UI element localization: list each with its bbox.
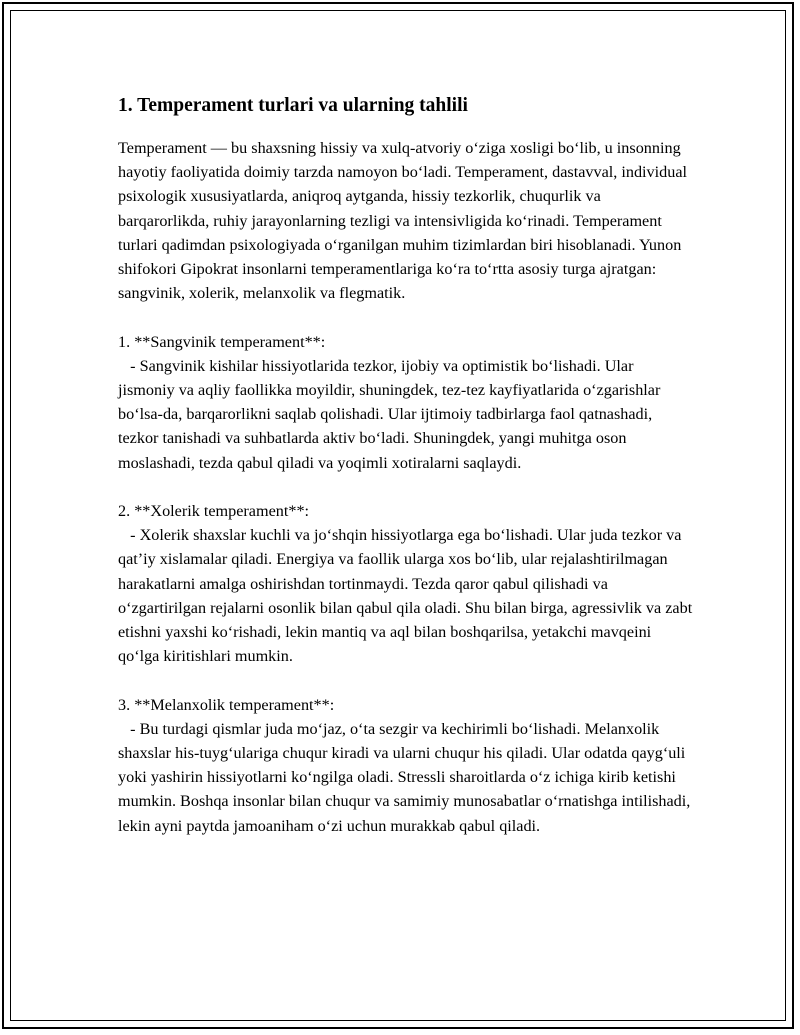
paragraph-gap [118,475,694,499]
section-body-xolerik: - Xolerik shaxslar kuchli va jo‘shqin hissiyotlarga ega bo‘lishadi. Ular juda tezkor va qat’iy xislamalar qiladi. Energiya va faollik ularga xos bo‘lib, ular rejalashtirilmagan harakatlarni amalga oshirishdan tortinmaydi. Tezda qaror qabul qilishadi va o‘zgartirilgan rejalarni osonlik bilan qabul qila oladi. Shu bilan birga, agressivlik va zabt etishni yaxshi ko‘rishadi, lekin mantiq va aql bilan boshqarilsa, yetakchi mavqeini qo‘lga kiritishlari mumkin. [118,526,697,666]
section-body-melanxolik: - Bu turdagi qismlar juda mo‘jaz, o‘ta sezgir va kechirimli bo‘lishadi. Melanxolik shaxslar his-tuyg‘ulariga chuqur kiradi va ularni chuqur his qiladi. Ular odatda qayg‘uli yoki yashirin hissiyotlarni ko‘ngilga oladi. Stressli sharoitlarda o‘z ichiga kirib ketishi mumkin. Boshqa insonlar bilan chuqur va samimiy munosabatlar o‘rnatishga intilishadi, lekin ayni paytda jamoaniham o‘zi uchun murakkab qabul qiladi. [118,719,695,835]
section-body-sangvinik: - Sangvinik kishilar hissiyotlarida tezkor, ijobiy va optimistik bo‘lishadi. Ular jismoniy va aqliy faollikka moyildir, shuningdek, tez-tez kayfiyatlarida o‘zgarishlar bo‘lsa-da, barqarorlikni saqlab qolishadi. Ular ijtimoiy tadbirlarga faol qatnashadi, tezkor tanishadi va suhbatlarda aktiv bo‘ladi. Shuningdek, yangi muhitga oson moslashadi, tezda qabul qiladi va yoqimli xotiralarni saqlaydi. [118,356,665,472]
section-heading-sangvinik: 1. **Sangvinik temperament**: [118,332,326,351]
section-heading-melanxolik: 3. **Melanxolik temperament**: [118,695,335,714]
section-heading-xolerik: 2. **Xolerik temperament**: [118,502,310,521]
document-body [118,92,697,838]
paragraph-gap [118,668,694,692]
intro-paragraph: Temperament — bu shaxsning hissiy va xulq-atvoriy o‘ziga xosligi bo‘lib, u insonning hayotiy faoliyatida doimiy tarzda namoyon bo‘ladi. Temperament, dastavval, individual psixologik xususiyatlarda, aniqroq aytganda, hissiy tezkorlik, chuqurlik va barqarorlikda, ruhiy jarayonlarning tezligi va intensivligida ko‘rinadi. Temperament turlari qadimdan psixologiyada o‘rganilgan muhim tizimlardan biri hisoblanadi. Yunon shifokori Gipokrat insonlarni temperamentlariga ko‘ra to‘rtta asosiy turga ajratgan: sangvinik, xolerik, melanxolik va flegmatik. [118,139,688,303]
document-title: 1. Temperament turlari va ularning tahlili [118,95,468,116]
paragraph-gap [118,305,694,329]
